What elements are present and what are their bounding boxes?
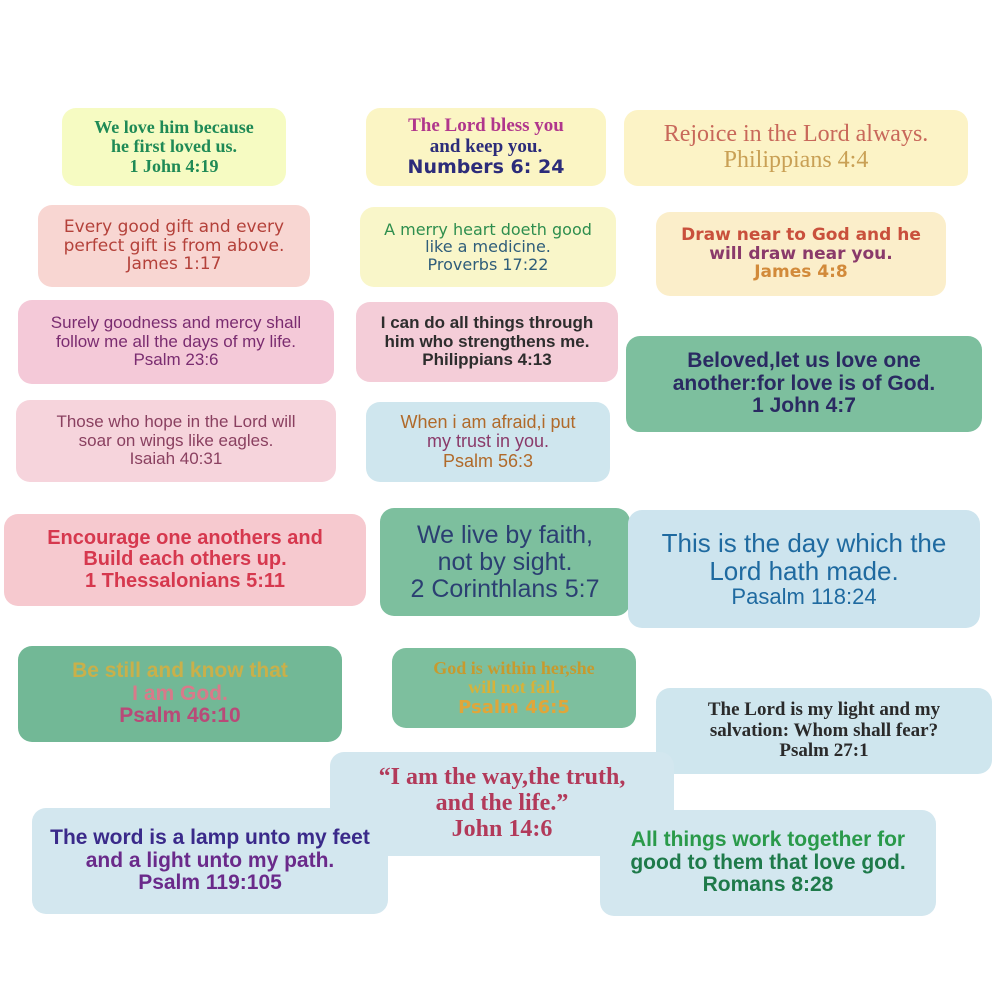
verse-line: will draw near you.	[709, 243, 893, 264]
verse-line: follow me all the days of my life.	[56, 331, 296, 351]
verse-reference: James 4:8	[754, 262, 848, 283]
verse-line: him who strengthens me.	[384, 331, 590, 351]
verse-line: Surely goodness and mercy shall	[50, 313, 302, 333]
verse-line: Those who hope in the Lord will	[56, 412, 296, 432]
sticker-philippians-4-4	[624, 110, 968, 186]
verse-reference: Psalm 27:1	[779, 740, 869, 762]
verse-line: and keep you.	[429, 135, 543, 157]
verse-reference: Philippians 4:13	[422, 350, 552, 370]
verse-line: soar on wings like eagles.	[78, 430, 274, 450]
verse-line: Encourage one anothers and	[47, 526, 323, 549]
verse-line: Be still and know that	[72, 658, 288, 682]
verse-line: good to them that love god.	[630, 850, 906, 874]
sticker-1-john-4-7	[626, 336, 982, 432]
sticker-psalm-119-105	[32, 808, 388, 914]
verse-line: perfect gift is from above.	[63, 235, 285, 256]
sticker-psalm-27-1	[656, 688, 992, 774]
verse-reference: Psalm 46:10	[119, 704, 241, 728]
sticker-2-corinthians-5-7	[380, 508, 630, 616]
sticker-psalm-56-3	[366, 402, 610, 482]
verse-line: and the life.”	[435, 790, 569, 817]
verse-line: Draw near to God and he	[681, 225, 921, 246]
verse-line: “I am the way,the truth,	[378, 764, 626, 791]
verse-line: my trust in you.	[426, 431, 550, 452]
sticker-isaiah-40-31	[16, 400, 336, 482]
verse-reference: Psalm 23:6	[133, 350, 219, 370]
verse-reference: Proverbs 17:22	[427, 254, 549, 274]
verse-line: We live by faith,	[416, 520, 593, 549]
verse-line: Rejoice in the Lord always.	[663, 121, 929, 148]
verse-line: When i am afraid,i put	[400, 411, 576, 432]
sticker-philippians-4-13	[356, 302, 618, 382]
verse-reference: Philippians 4:4	[723, 147, 869, 173]
verse-reference: Romans 8:28	[702, 873, 834, 897]
verse-line: and a light unto my path.	[85, 848, 335, 872]
verse-line: Lord hath made.	[709, 556, 899, 587]
verse-line: not by sight.	[437, 547, 573, 576]
verse-line: All things work together for	[630, 827, 906, 851]
verse-line: The word is a lamp unto my feet	[50, 825, 370, 849]
verse-line: like a medicine.	[425, 237, 551, 257]
sticker-psalm-23-6	[18, 300, 334, 384]
verse-reference: James 1:17	[126, 254, 222, 275]
verse-line: The Lord is my light and my	[707, 699, 941, 721]
verse-line: salvation: Whom shall fear?	[709, 719, 939, 741]
verse-reference: Pasalm 118:24	[731, 584, 877, 610]
verse-reference: 1 John 4:19	[129, 155, 219, 176]
verse-line: I can do all things through	[380, 313, 594, 333]
verse-reference: John 14:6	[451, 815, 553, 842]
verse-reference: Psalm 119:105	[138, 871, 282, 895]
verse-reference: Psalm 46:5	[458, 696, 570, 718]
verse-line: another:for love is of God.	[672, 371, 936, 395]
sticker-psalm-118-24	[628, 510, 980, 628]
verse-line: We love him because	[94, 116, 254, 137]
sticker-1-john-4-19	[62, 108, 286, 186]
verse-line: he first loved us.	[111, 136, 237, 157]
sticker-numbers-6-24	[366, 108, 606, 186]
verse-line: Beloved,let us love one	[687, 348, 921, 372]
verse-line: Build each others up.	[83, 548, 287, 571]
verse-line: I am God.	[132, 681, 228, 705]
sticker-james-4-8	[656, 212, 946, 296]
sticker-psalm-46-5	[392, 648, 636, 728]
verse-reference: 1 John 4:7	[752, 394, 856, 418]
verse-line: God is within her,she	[433, 657, 595, 678]
verse-line: A merry heart doeth good	[384, 220, 592, 240]
sticker-1-thessalonians-5-11	[4, 514, 366, 606]
verse-line: Every good gift and every	[63, 217, 285, 238]
verse-reference: 2 Corinthlans 5:7	[410, 574, 600, 603]
sticker-romans-8-28	[600, 810, 936, 916]
verse-line: The Lord bless you	[408, 115, 564, 137]
sticker-james-1-17	[38, 205, 310, 287]
verse-reference: Numbers 6: 24	[407, 156, 565, 179]
verse-line: This is the day which the	[661, 528, 947, 559]
verse-line: will not fall.	[468, 677, 560, 698]
sticker-psalm-46-10	[18, 646, 342, 742]
verse-reference: Psalm 56:3	[442, 450, 534, 471]
verse-reference: Isaiah 40:31	[129, 449, 223, 469]
verse-reference: 1 Thessalonians 5:11	[84, 569, 286, 592]
sticker-proverbs-17-22	[360, 207, 616, 287]
